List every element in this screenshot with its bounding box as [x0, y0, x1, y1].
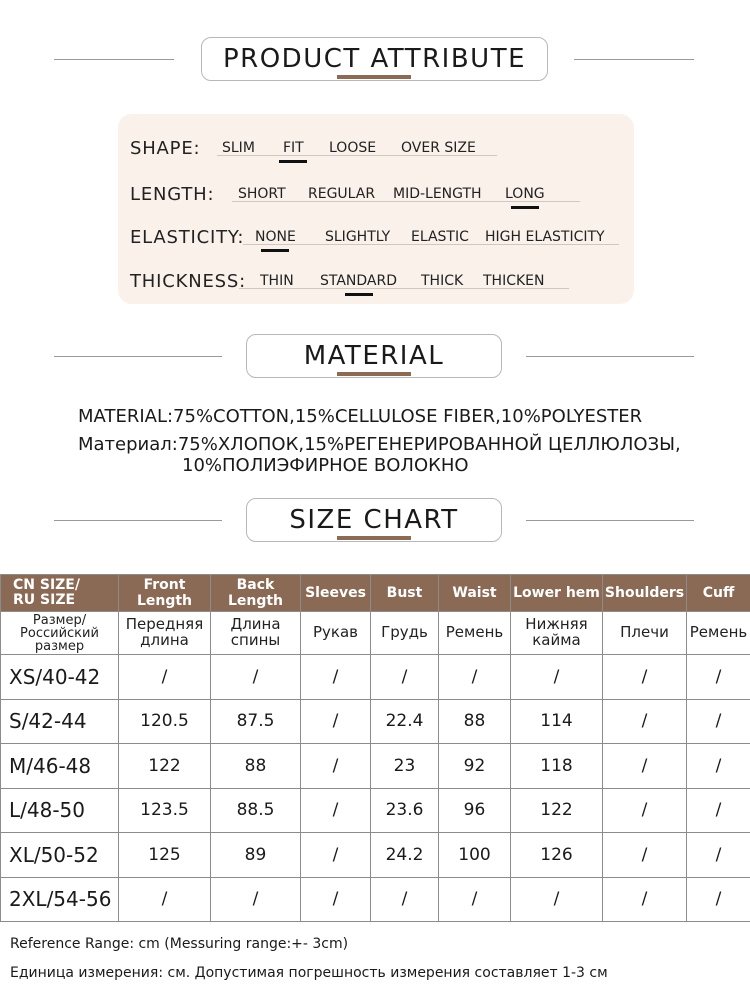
- value-cell: /: [439, 877, 511, 922]
- size-cell: L/48-50: [1, 788, 119, 833]
- value-cell: 100: [439, 833, 511, 878]
- value-cell: 24.2: [371, 833, 439, 878]
- size-cell: M/46-48: [1, 744, 119, 789]
- attribute-option-selected: FIT: [283, 140, 304, 156]
- value-cell: /: [687, 877, 750, 922]
- material-en-row: [78, 406, 642, 427]
- accent-bar: [337, 536, 411, 540]
- header-cell-ru: Длина спины: [211, 612, 301, 655]
- table-row: [1, 655, 750, 700]
- attribute-option: SLIGHTLY: [325, 229, 391, 245]
- attribute-label: ELASTICITY:: [130, 227, 245, 248]
- divider-line: [54, 59, 174, 60]
- header-cell: Front Length: [119, 575, 211, 612]
- value-cell: /: [603, 833, 687, 878]
- value-cell: 122: [511, 788, 603, 833]
- header-cell-ru: Ремень: [439, 612, 511, 655]
- attribute-label: SHAPE:: [130, 138, 201, 159]
- section-title: PRODUCT ATTRIBUTE: [201, 37, 548, 81]
- value-cell: /: [687, 744, 750, 789]
- attribute-options: [232, 172, 580, 202]
- attribute-label: THICKNESS:: [130, 271, 246, 292]
- header-cell: Shoulders: [603, 575, 687, 612]
- attribute-option: MID-LENGTH: [393, 186, 482, 202]
- header-size-cell-ru: [1, 612, 119, 655]
- value-cell: /: [603, 655, 687, 700]
- value-cell: /: [511, 877, 603, 922]
- value-cell: /: [687, 788, 750, 833]
- header-cell: Waist: [439, 575, 511, 612]
- value-cell: /: [687, 833, 750, 878]
- divider-line: [574, 59, 694, 60]
- attribute-option: SHORT: [238, 186, 286, 202]
- value-cell: /: [603, 877, 687, 922]
- material-header: [0, 334, 750, 384]
- value-cell: /: [301, 877, 371, 922]
- header-text: размер: [34, 638, 85, 654]
- value-cell: /: [511, 655, 603, 700]
- value-cell: /: [371, 655, 439, 700]
- attribute-option-selected: LONG: [505, 186, 545, 202]
- header-cell-ru: Грудь: [371, 612, 439, 655]
- header-text: Российский: [20, 625, 99, 641]
- value-cell: /: [301, 699, 371, 744]
- attribute-option-selected: NONE: [255, 229, 296, 245]
- value-cell: 122: [119, 744, 211, 789]
- header-cell-ru: Плечи: [603, 612, 687, 655]
- value-cell: 88: [211, 744, 301, 789]
- material-en-value: 75%COTTON,15%CELLULOSE FIBER,10%POLYESTER: [173, 406, 643, 427]
- attribute-row-shape: [118, 126, 634, 166]
- header-text: Размер/: [32, 612, 87, 628]
- value-cell: /: [301, 655, 371, 700]
- value-cell: /: [603, 744, 687, 789]
- attribute-option-selected: STANDARD: [320, 273, 398, 289]
- value-cell: 126: [511, 833, 603, 878]
- value-cell: /: [119, 655, 211, 700]
- value-cell: 23: [371, 744, 439, 789]
- attribute-row-elasticity: [118, 215, 634, 255]
- value-cell: /: [439, 655, 511, 700]
- attribute-row-length: [118, 172, 634, 212]
- material-en-label: MATERIAL:: [78, 406, 174, 427]
- value-cell: 114: [511, 699, 603, 744]
- material-ru-value-cont: 10%ПОЛИЭФИРНОЕ ВОЛОКНО: [182, 455, 469, 476]
- attribute-option: REGULAR: [308, 186, 376, 202]
- value-cell: /: [603, 699, 687, 744]
- header-cell: Cuff: [687, 575, 750, 612]
- attribute-options: [217, 126, 497, 156]
- divider-line: [54, 356, 222, 357]
- header-size-cell: [1, 575, 119, 612]
- header-cell: Back Length: [211, 575, 301, 612]
- reference-range-note: Reference Range: cm (Messuring range:+- 3cm): [10, 936, 349, 952]
- header-cell: Lower hem: [511, 575, 603, 612]
- size-cell: XS/40-42: [1, 655, 119, 700]
- value-cell: 92: [439, 744, 511, 789]
- material-ru-label: Материал:: [78, 434, 178, 455]
- value-cell: 123.5: [119, 788, 211, 833]
- value-cell: /: [687, 655, 750, 700]
- size-cell: S/42-44: [1, 699, 119, 744]
- size-cell: 2XL/54-56: [1, 877, 119, 922]
- size-chart-table: [0, 574, 750, 922]
- header-text: CN SIZE/: [13, 577, 80, 594]
- reference-range-note-ru: Единица измерения: см. Допустимая погрешность измерения составляет 1-3 см: [10, 965, 608, 981]
- value-cell: /: [301, 833, 371, 878]
- attribute-option: ELASTIC: [411, 229, 469, 245]
- attribute-option: OVER SIZE: [401, 140, 476, 156]
- product-attribute-panel: [118, 114, 634, 304]
- value-cell: /: [119, 877, 211, 922]
- attribute-option: THICKEN: [483, 273, 545, 289]
- table-row: [1, 788, 750, 833]
- header-cell-ru: Ремень: [687, 612, 750, 655]
- value-cell: /: [211, 877, 301, 922]
- value-cell: 120.5: [119, 699, 211, 744]
- size-chart-header: [0, 498, 750, 548]
- accent-bar: [337, 75, 411, 79]
- material-ru-row-2: [182, 455, 469, 476]
- attribute-option: LOOSE: [329, 140, 377, 156]
- product-attribute-header: [0, 37, 750, 87]
- attribute-label: LENGTH:: [130, 184, 215, 205]
- size-cell: XL/50-52: [1, 833, 119, 878]
- header-cell-ru: Рукав: [301, 612, 371, 655]
- table-row: [1, 877, 750, 922]
- attribute-option: HIGH ELASTICITY: [485, 229, 605, 245]
- attribute-option: THICK: [421, 273, 464, 289]
- value-cell: /: [687, 699, 750, 744]
- attribute-option: SLIM: [222, 140, 255, 156]
- accent-bar: [337, 372, 411, 376]
- header-cell: Sleeves: [301, 575, 371, 612]
- value-cell: /: [603, 788, 687, 833]
- table-header-row-ru: [1, 612, 750, 655]
- table-row: [1, 744, 750, 789]
- value-cell: 23.6: [371, 788, 439, 833]
- attribute-option: THIN: [260, 273, 294, 289]
- value-cell: /: [301, 788, 371, 833]
- divider-line: [54, 520, 222, 521]
- value-cell: 89: [211, 833, 301, 878]
- attribute-options: [239, 259, 569, 289]
- value-cell: 88.5: [211, 788, 301, 833]
- divider-line: [526, 520, 694, 521]
- material-ru-row: [78, 434, 681, 455]
- value-cell: /: [211, 655, 301, 700]
- attribute-options: [243, 215, 619, 245]
- header-text: RU SIZE: [13, 592, 76, 608]
- value-cell: 22.4: [371, 699, 439, 744]
- header-cell-ru: Передняя длина: [119, 612, 211, 655]
- value-cell: 118: [511, 744, 603, 789]
- value-cell: 87.5: [211, 699, 301, 744]
- table-row: [1, 699, 750, 744]
- table-header-row-en: [1, 575, 750, 612]
- value-cell: /: [371, 877, 439, 922]
- value-cell: /: [301, 744, 371, 789]
- header-cell: Bust: [371, 575, 439, 612]
- material-ru-value: 75%ХЛОПОК,15%РЕГЕНЕРИРОВАННОЙ ЦЕЛЛЮЛОЗЫ,: [177, 434, 681, 455]
- attribute-row-thickness: [118, 259, 634, 299]
- value-cell: 96: [439, 788, 511, 833]
- value-cell: 125: [119, 833, 211, 878]
- section-title: MATERIAL: [246, 334, 502, 378]
- header-cell-ru: Нижняя кайма: [511, 612, 603, 655]
- table-row: [1, 833, 750, 878]
- section-title: SIZE CHART: [246, 498, 502, 542]
- value-cell: 88: [439, 699, 511, 744]
- divider-line: [526, 356, 694, 357]
